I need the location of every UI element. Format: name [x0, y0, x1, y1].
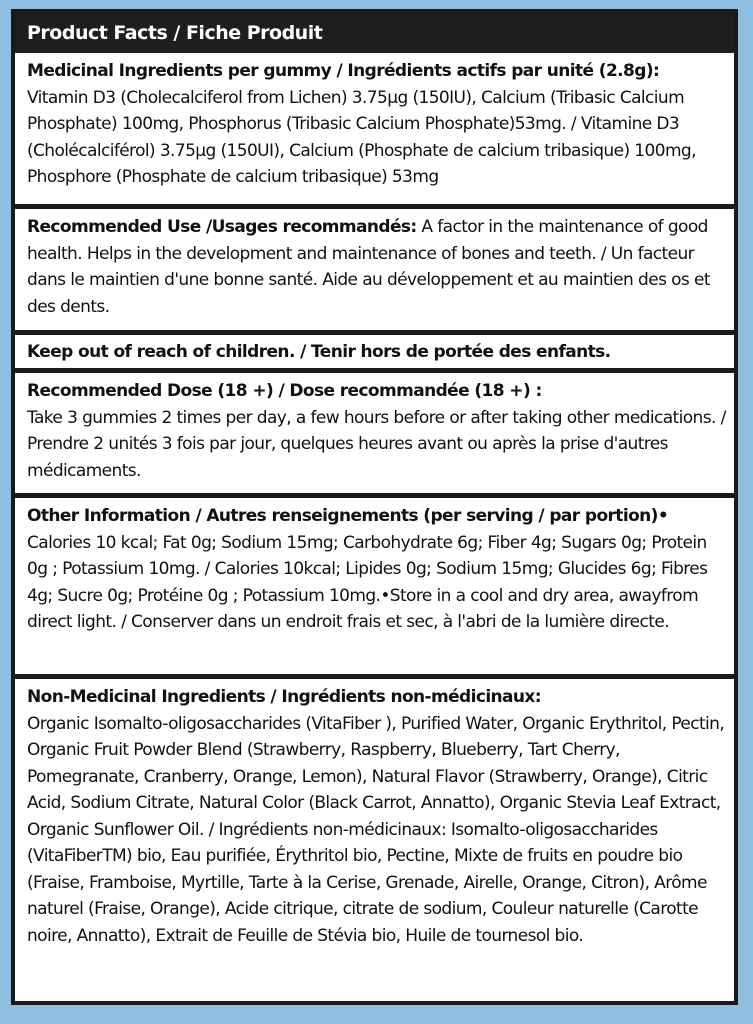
recommended-dose-section	[15, 373, 734, 498]
other-information-heading: Other Information / Autres renseignements (per serving / par portion)•	[27, 506, 669, 526]
recommended-use-heading: Recommended Use /Usages recommandés:	[27, 217, 417, 237]
warning-section	[15, 335, 734, 373]
recommended-use-text: A factor in the maintenance of good health. Helps in the development and maintenance of bones and teeth. / Un facteur dans le maintien d'une bonne santé. Aide au développement et au maintien des os et des dents.	[27, 217, 710, 317]
warning-text: Keep out of reach of children. / Tenir hors de portée des enfants.	[27, 342, 611, 362]
medicinal-ingredients-heading: Medicinal Ingredients per gummy / Ingrédients actifs par unité (2.8g):	[27, 61, 660, 81]
non-medicinal-ingredients-text: Organic Isomalto-oligosaccharides (VitaFiber ), Purified Water, Organic Erythritol, Pectin, Organic Fruit Powder Blend (Strawberry, Raspberry, Blueberry, Tart Cherry, Pomegranate, Cranberry, Orange, Lemon), Natural Flavor (Strawberry, Orange), Citric Acid, Sodium Citrate, Natural Color (Black Carrot, Annatto), Organic Stevia Leaf Extract, Organic Sunflower Oil. / Ingrédients non-médicinaux: Isomalto-oligosaccharides (VitaFiberTM) bio, Eau purifiée, Érythritol bio, Pectine, Mixte de fruits en poudre bio (Fraise, Framboise, Myrtille, Tarte à la Cerise, Grenade, Airelle, Orange, Citron), Arôme naturel (Fraise, Orange), Acide citrique, citrate de sodium, Couleur naturelle (Carotte noire, Annatto), Extrait de Feuille de Stévia bio, Huile de tournesol bio.	[27, 713, 725, 946]
other-information-section	[15, 498, 734, 679]
recommended-dose-text: Take 3 gummies 2 times per day, a few hours before or after taking other medications. / Prendre 2 unités 3 fois par jour, quelques heures avant ou après la prise d'autres médicaments.	[27, 407, 726, 481]
panel-title: Product Facts / Fiche Produit	[15, 13, 734, 53]
non-medicinal-ingredients-section	[15, 679, 734, 1000]
recommended-dose-heading: Recommended Dose (18 +) / Dose recommandée (18 +) :	[27, 381, 542, 401]
recommended-use-section	[15, 209, 734, 335]
product-facts-panel	[11, 9, 738, 1005]
other-information-text: Calories 10 kcal; Fat 0g; Sodium 15mg; Carbohydrate 6g; Fiber 4g; Sugars 0g; Protein 0g ; Potassium 10mg. / Calories 10kcal; Lipides 0g; Sodium 15mg; Glucides 6g; Fibres 4g; Sucre 0g; Protéine 0g ; Potassium 10mg.•Store in a cool and dry area, awayfrom direct light. / Conserver dans un endroit frais et sec, à l'abri de la lumière directe.	[27, 532, 708, 632]
medicinal-ingredients-section	[15, 53, 734, 209]
medicinal-ingredients-text: Vitamin D3 (Cholecalciferol from Lichen) 3.75µg (150IU), Calcium (Tribasic Calcium Phosphate) 100mg, Phosphorus (Tribasic Calcium Phosphate)53mg. / Vitamine D3 (Cholécalciférol) 3.75µg (150UI), Calcium (Phosphate de calcium tribasique) 100mg, Phosphore (Phosphate de calcium tribasique) 53mg	[27, 87, 696, 187]
non-medicinal-ingredients-heading: Non-Medicinal Ingredients / Ingrédients non-médicinaux:	[27, 687, 541, 707]
